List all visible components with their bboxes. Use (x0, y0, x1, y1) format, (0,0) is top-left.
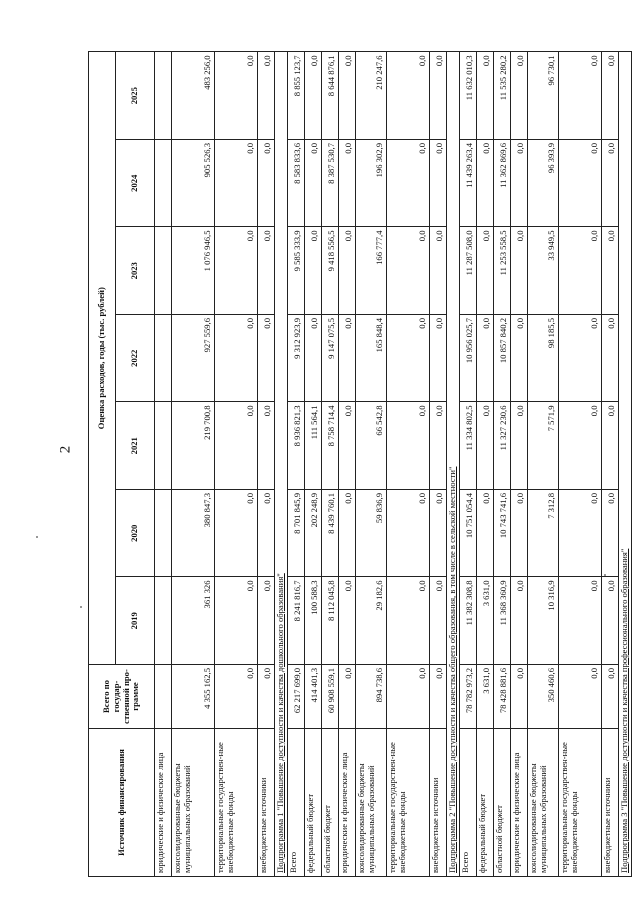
table-cell: 905 526,3 (172, 140, 215, 228)
header-year: 2021 (116, 402, 155, 490)
table-cell: 0,0 (558, 402, 601, 490)
row-label: юридические и физические лица (510, 729, 527, 877)
table-cell: 0,0 (510, 227, 527, 315)
table-row (258, 52, 275, 877)
table-cell: 78 782 973,2 (459, 665, 476, 729)
table-cell: 0,0 (601, 140, 618, 228)
header-year: 2019 (116, 577, 155, 665)
table-cell: 3 631,0 (476, 665, 493, 729)
header-source: Источник финансирования (89, 729, 155, 877)
table-cell: 0,0 (386, 402, 429, 490)
table-cell: 0,0 (510, 402, 527, 490)
table-cell: 0,0 (215, 227, 258, 315)
row-label: внебюджетные источники (258, 729, 275, 877)
table-cell: 414 401,3 (304, 665, 321, 729)
table-cell: 0,0 (258, 665, 275, 729)
table-row (321, 52, 338, 877)
table-cell: 11 334 802,5 (459, 402, 476, 490)
table-cell: 0,0 (510, 315, 527, 403)
table-cell: 8 439 760,1 (321, 490, 338, 578)
table-cell: 0,0 (338, 140, 355, 228)
header-total: Всего по государ-ственной про-грамме (89, 665, 155, 729)
header-year: 2025 (116, 52, 155, 140)
subprogram-row (618, 52, 631, 877)
subprogram-row (446, 52, 459, 877)
table-cell: 0,0 (258, 315, 275, 403)
table-cell (155, 402, 172, 490)
row-label: Всего (459, 729, 476, 877)
table-cell: 0,0 (215, 315, 258, 403)
table-cell: 0,0 (476, 140, 493, 228)
table-cell: 0,0 (601, 577, 618, 665)
table-cell: 10 743 741,6 (493, 490, 510, 578)
table-cell (155, 315, 172, 403)
table-cell: 0,0 (386, 665, 429, 729)
table-cell: 8 583 833,6 (287, 140, 304, 228)
table-cell: 11 535 280,2 (493, 52, 510, 140)
table-cell: 0,0 (601, 227, 618, 315)
table-row (459, 52, 476, 877)
table-cell: 0,0 (558, 52, 601, 140)
table-cell: 0,0 (215, 665, 258, 729)
table-cell: 202 248,9 (304, 490, 321, 578)
table-cell: 11 253 558,5 (493, 227, 510, 315)
table-cell: 33 949,5 (527, 227, 558, 315)
table-cell: 0,0 (558, 577, 601, 665)
table-cell: 0,0 (386, 315, 429, 403)
table-cell: 927 559,6 (172, 315, 215, 403)
table-cell: 894 738,6 (355, 665, 386, 729)
header-row-1 (89, 52, 116, 877)
row-label: областной бюджет (493, 729, 510, 877)
table-cell: 380 847,3 (172, 490, 215, 578)
table-cell: 11 439 263,4 (459, 140, 476, 228)
table-cell: 0,0 (558, 490, 601, 578)
table-cell: 9 147 075,5 (321, 315, 338, 403)
subprogram-title: Подпрограмма 2 "Повышение доступности и качества общего образования, в том числе в сельской местности" (446, 52, 459, 877)
table-cell: 483 256,0 (172, 52, 215, 140)
table-cell: 0,0 (510, 577, 527, 665)
table-cell: 3 631,0 (476, 577, 493, 665)
subprogram-row (275, 52, 288, 877)
row-label: консолидированные бюджеты муниципальных образований (527, 729, 558, 877)
table-cell: 0,0 (510, 490, 527, 578)
table-cell: 10 316,9 (527, 577, 558, 665)
table-cell: 8 112 045,8 (321, 577, 338, 665)
table-cell: 219 700,8 (172, 402, 215, 490)
table-cell: 0,0 (476, 315, 493, 403)
row-label: внебюджетные источники (601, 729, 618, 877)
table-cell: 0,0 (476, 227, 493, 315)
financing-table (88, 51, 632, 877)
scan-speck (36, 536, 38, 538)
table-cell: 0,0 (215, 490, 258, 578)
table-cell: 0,0 (601, 490, 618, 578)
table-row (558, 52, 601, 877)
table-cell: 0,0 (476, 52, 493, 140)
table-cell: 0,0 (304, 52, 321, 140)
table-row (287, 52, 304, 877)
table-cell: 0,0 (304, 315, 321, 403)
scan-speck (604, 574, 606, 576)
table-cell: 0,0 (215, 577, 258, 665)
table-cell: 0,0 (429, 665, 446, 729)
table-row (386, 52, 429, 877)
table-row (215, 52, 258, 877)
header-year: 2020 (116, 490, 155, 578)
table-cell: 210 247,6 (355, 52, 386, 140)
table-cell: 8 644 876,1 (321, 52, 338, 140)
table-cell: 165 848,4 (355, 315, 386, 403)
table-cell: 0,0 (429, 490, 446, 578)
table-cell: 9 585 333,9 (287, 227, 304, 315)
table-cell: 0,0 (338, 490, 355, 578)
table-cell: 0,0 (338, 52, 355, 140)
table-cell: 0,0 (258, 490, 275, 578)
table-cell: 8 387 530,7 (321, 140, 338, 228)
table-cell: 350 460,6 (527, 665, 558, 729)
table-cell: 8 241 816,7 (287, 577, 304, 665)
table-cell: 0,0 (558, 665, 601, 729)
table-cell: 0,0 (215, 402, 258, 490)
table-cell: 10 751 054,4 (459, 490, 476, 578)
table-cell (155, 577, 172, 665)
table-cell: 10 956 025,7 (459, 315, 476, 403)
table-cell: 9 418 556,5 (321, 227, 338, 315)
table-cell: 11 287 508,0 (459, 227, 476, 315)
table-cell: 0,0 (258, 577, 275, 665)
scan-speck (80, 606, 82, 608)
table-cell: 0,0 (476, 402, 493, 490)
table-cell: 29 182,6 (355, 577, 386, 665)
table-cell (155, 52, 172, 140)
table-cell: 7 312,8 (527, 490, 558, 578)
rotated-table-wrapper (88, 55, 629, 877)
table-cell: 9 312 923,9 (287, 315, 304, 403)
table-row (601, 52, 618, 877)
table-row (304, 52, 321, 877)
table-cell: 0,0 (429, 402, 446, 490)
table-cell: 361 326 (172, 577, 215, 665)
table-cell: 0,0 (429, 315, 446, 403)
table-cell: 0,0 (429, 227, 446, 315)
table-cell: 100 588,3 (304, 577, 321, 665)
table-cell: 0,0 (558, 227, 601, 315)
table-cell: 0,0 (215, 52, 258, 140)
table-cell: 0,0 (510, 665, 527, 729)
table-row (429, 52, 446, 877)
table-cell: 0,0 (258, 52, 275, 140)
table-cell: 0,0 (338, 402, 355, 490)
table-cell: 66 542,8 (355, 402, 386, 490)
table-cell (155, 490, 172, 578)
table-cell: 0,0 (429, 577, 446, 665)
table-cell: 0,0 (386, 577, 429, 665)
table-cell: 0,0 (386, 52, 429, 140)
table-cell: 0,0 (215, 140, 258, 228)
table-cell: 8 701 845,9 (287, 490, 304, 578)
table-cell: 0,0 (338, 227, 355, 315)
table-cell: 196 302,9 (355, 140, 386, 228)
header-year: 2022 (116, 315, 155, 403)
table-body (155, 52, 632, 877)
table-cell: 0,0 (601, 315, 618, 403)
table-cell: 0,0 (338, 665, 355, 729)
table-cell: 10 857 840,2 (493, 315, 510, 403)
table-cell: 11 362 869,6 (493, 140, 510, 228)
table-cell (155, 665, 172, 729)
table-cell: 0,0 (386, 490, 429, 578)
row-label: территориальные государствен-ные внебюджетные фонды (386, 729, 429, 877)
table-cell: 1 076 946,5 (172, 227, 215, 315)
table-cell: 62 217 699,0 (287, 665, 304, 729)
table-cell: 98 185,5 (527, 315, 558, 403)
page-number: 2 (57, 445, 74, 454)
table-cell: 0,0 (258, 227, 275, 315)
table-cell: 111 564,1 (304, 402, 321, 490)
table-row (527, 52, 558, 877)
table-cell: 0,0 (476, 490, 493, 578)
table-cell: 59 836,9 (355, 490, 386, 578)
table-cell: 0,0 (338, 577, 355, 665)
table-cell (155, 227, 172, 315)
table-cell (155, 140, 172, 228)
subprogram-title: Подпрограмма 3 "Повышение доступности и качества профессионального образования" (618, 52, 631, 877)
subprogram-title: Подпрограмма 1 "Повышение доступности и качества дошкольного образования" (275, 52, 288, 877)
table-cell: 0,0 (386, 227, 429, 315)
table-cell: 0,0 (304, 140, 321, 228)
row-label: юридические и физические лица (338, 729, 355, 877)
row-label: территориальные государствен-ные внебюджетные фонды (215, 729, 258, 877)
table-cell: 0,0 (258, 402, 275, 490)
table-cell: 8 758 714,4 (321, 402, 338, 490)
table-row (338, 52, 355, 877)
row-label: Всего (287, 729, 304, 877)
table-cell: 0,0 (510, 140, 527, 228)
table-cell: 0,0 (558, 315, 601, 403)
row-label: консолидированные бюджеты муниципальных образований (172, 729, 215, 877)
row-label: федеральный бюджет (476, 729, 493, 877)
table-cell: 0,0 (429, 140, 446, 228)
table-row (510, 52, 527, 877)
table-cell: 11 368 360,9 (493, 577, 510, 665)
table-cell: 8 936 821,3 (287, 402, 304, 490)
table-cell: 96 393,9 (527, 140, 558, 228)
table-cell: 78 428 881,6 (493, 665, 510, 729)
table-row (355, 52, 386, 877)
header-year: 2024 (116, 140, 155, 228)
table-cell: 7 571,9 (527, 402, 558, 490)
row-label: внебюджетные источники (429, 729, 446, 877)
table-row (155, 52, 172, 877)
table-cell: 11 632 010,3 (459, 52, 476, 140)
table-cell: 11 382 308,8 (459, 577, 476, 665)
table-cell: 96 730,1 (527, 52, 558, 140)
row-label: консолидированные бюджеты муниципальных образований (355, 729, 386, 877)
row-label: территориальные государствен-ные внебюджетные фонды (558, 729, 601, 877)
row-label: федеральный бюджет (304, 729, 321, 877)
row-label: областной бюджет (321, 729, 338, 877)
row-label: юридические и физические лица (155, 729, 172, 877)
table-cell: 166 777,4 (355, 227, 386, 315)
table-cell: 0,0 (338, 315, 355, 403)
table-cell: 0,0 (558, 140, 601, 228)
table-cell: 0,0 (429, 52, 446, 140)
table-cell: 0,0 (601, 665, 618, 729)
table-cell: 0,0 (258, 140, 275, 228)
table-cell: 0,0 (386, 140, 429, 228)
table-cell: 0,0 (510, 52, 527, 140)
table-cell: 0,0 (304, 227, 321, 315)
table-cell: 8 855 123,7 (287, 52, 304, 140)
table-cell: 0,0 (601, 402, 618, 490)
table-row (493, 52, 510, 877)
table-cell: 11 327 230,6 (493, 402, 510, 490)
table-cell: 4 355 162,5 (172, 665, 215, 729)
table-cell: 0,0 (601, 52, 618, 140)
table-row (172, 52, 215, 877)
table-cell: 60 908 559,1 (321, 665, 338, 729)
header-estimate: Оценка расходов, годы (тыс. рублей) (89, 52, 116, 665)
header-year: 2023 (116, 227, 155, 315)
table-row (476, 52, 493, 877)
